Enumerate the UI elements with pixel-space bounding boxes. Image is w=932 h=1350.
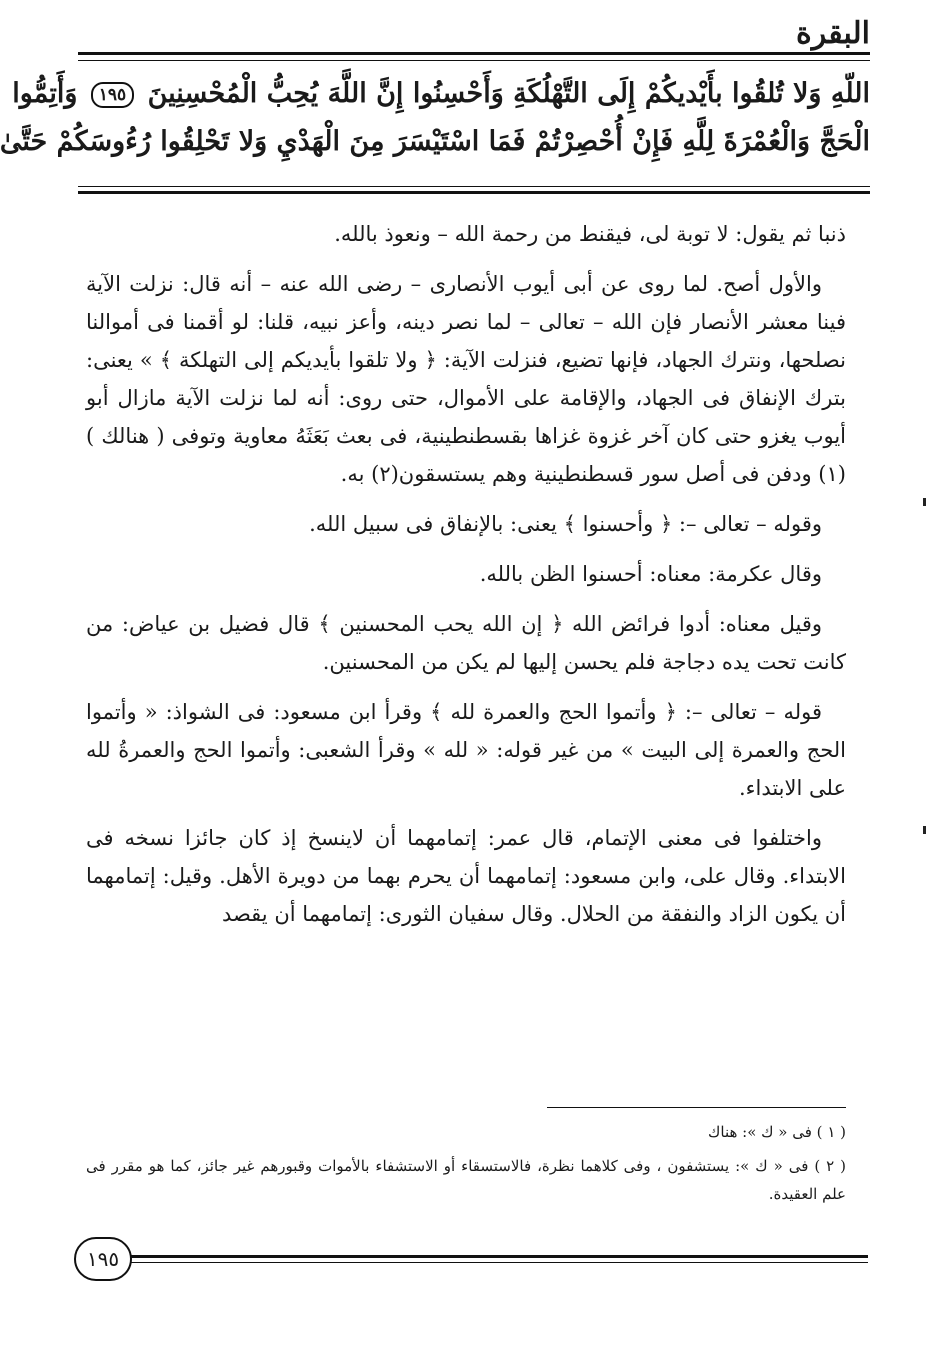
paragraph-4: وقال عكرمة: معناه: أحسنوا الظن بالله. bbox=[479, 562, 822, 586]
paragraph-3: وقوله – تعالى –: ﴿ وأحسنوا ﴾ يعنى: بالإنفاق فى سبيل الله. bbox=[309, 512, 822, 536]
quran-verse-block bbox=[0, 70, 870, 166]
quran-line-1-text: اللّهِ وَلا تُلقُوا بأَيْديكُمْ إِلَى التَّهْلُكَةِ وَأَحْسِنُوا إِنَّ اللَّهَ يُحِبُّ الْمُحْسِنِينَ bbox=[147, 78, 870, 109]
quran-line-2: الْحَجَّ وَالْعُمْرَةَ لِلَّهِ فَإِنْ أُحْصِرْتُمْ فَمَا اسْتَيْسَرَ مِنَ الْهَدْيِ وَلا تَحْلِقُوا رُءُوسَكُمْ حَتَّىٰ bbox=[0, 126, 870, 157]
footnotes bbox=[86, 1118, 846, 1214]
paragraph-1: ذنبا ثم يقول: لا توبة لى، فيقنط من رحمة الله – ونعوذ بالله. bbox=[334, 222, 846, 246]
footnote-2: ( ٢ ) فى « ك »: يستشفون ، وفى كلاهما نظرة، فالاستسقاء أو الاستشفاء بالأموات وقبورهم غير جائز، كما هو مقرر فى علم العقيدة. bbox=[86, 1157, 847, 1203]
footer-rule-thin bbox=[114, 1262, 868, 1263]
quran-line-1-end: وَأَتِمُّوا bbox=[12, 78, 78, 109]
header-rule-thick bbox=[78, 52, 870, 55]
footer-rule-thick bbox=[114, 1255, 868, 1258]
paragraph-2: والأول أصح. لما روى عن أبى أيوب الأنصارى – رضى الله عنه – أنه قال: نزلت الآية فينا معشر الأنصار فإن الله – تعالى – لما نصر دينه، وأعز نبيه، قلنا: لو أقمنا فى أموالنا نصلحها، ونترك الجهاد، فإنها تضيع، فنزلت الآية: ﴿ ولا تلقوا بأيديكم إلى التهلكة ﴾ » يعنى: بترك الإنفاق فى الجهاد، والإقامة على الأموال، حتى روى: أنه لما نزلت الآية مازال أبو أيوب يغزو حتى كان آخر غزوة غزاها بقسطنطينية، فى بعث بَعَثَهُ معاوية وتوفى ( هنالك )(١) ودفن فى أصل سور قسطنطينية وهم يستسقون(٢) به. bbox=[86, 272, 846, 486]
footnote-separator bbox=[547, 1107, 846, 1108]
margin-mark bbox=[923, 826, 926, 834]
verse-separator-thin bbox=[78, 186, 870, 187]
verse-separator-thick bbox=[78, 191, 870, 194]
header-rule-thin bbox=[78, 60, 870, 61]
quran-line-1 bbox=[12, 70, 870, 118]
page-number: ١٩٥ bbox=[74, 1237, 132, 1281]
paragraph-6: قوله – تعالى –: ﴿ وأتموا الحج والعمرة لله ﴾ وقرأ ابن مسعود: فى الشواذ: « وأتموا الحج والعمرة إلى البيت » من غير قوله: « لله » وقرأ الشعبى: وأتموا الحج والعمرةُ لله على الابتداء. bbox=[86, 700, 846, 800]
footnote-1: ( ١ ) فى « ك »: هناك bbox=[708, 1123, 846, 1141]
margin-mark bbox=[923, 498, 926, 506]
ayah-number-marker: ١٩٥ bbox=[91, 82, 134, 108]
surah-title: البقرة bbox=[796, 16, 870, 51]
paragraph-7: واختلفوا فى معنى الإتمام، قال عمر: إتمامهما أن لاينسخ إذ كان جائزا نسخه فى الابتداء. وقال على، وابن مسعود: إتمامهما أن يحرم بهما من دويرة الأهل. وقيل: إتمامهما أن يكون الزاد والنفقة من الحلال. وقال سفيان الثورى: إتمامهما أن يقصد bbox=[86, 826, 846, 926]
paragraph-5: وقيل معناه: أدوا فرائض الله ﴿ إن الله يحب المحسنين ﴾ قال فضيل بن عياض: من كانت تحت يده دجاجة فلم يحسن إليها لم يكن من المحسنين. bbox=[86, 612, 846, 674]
commentary-body bbox=[86, 215, 846, 945]
